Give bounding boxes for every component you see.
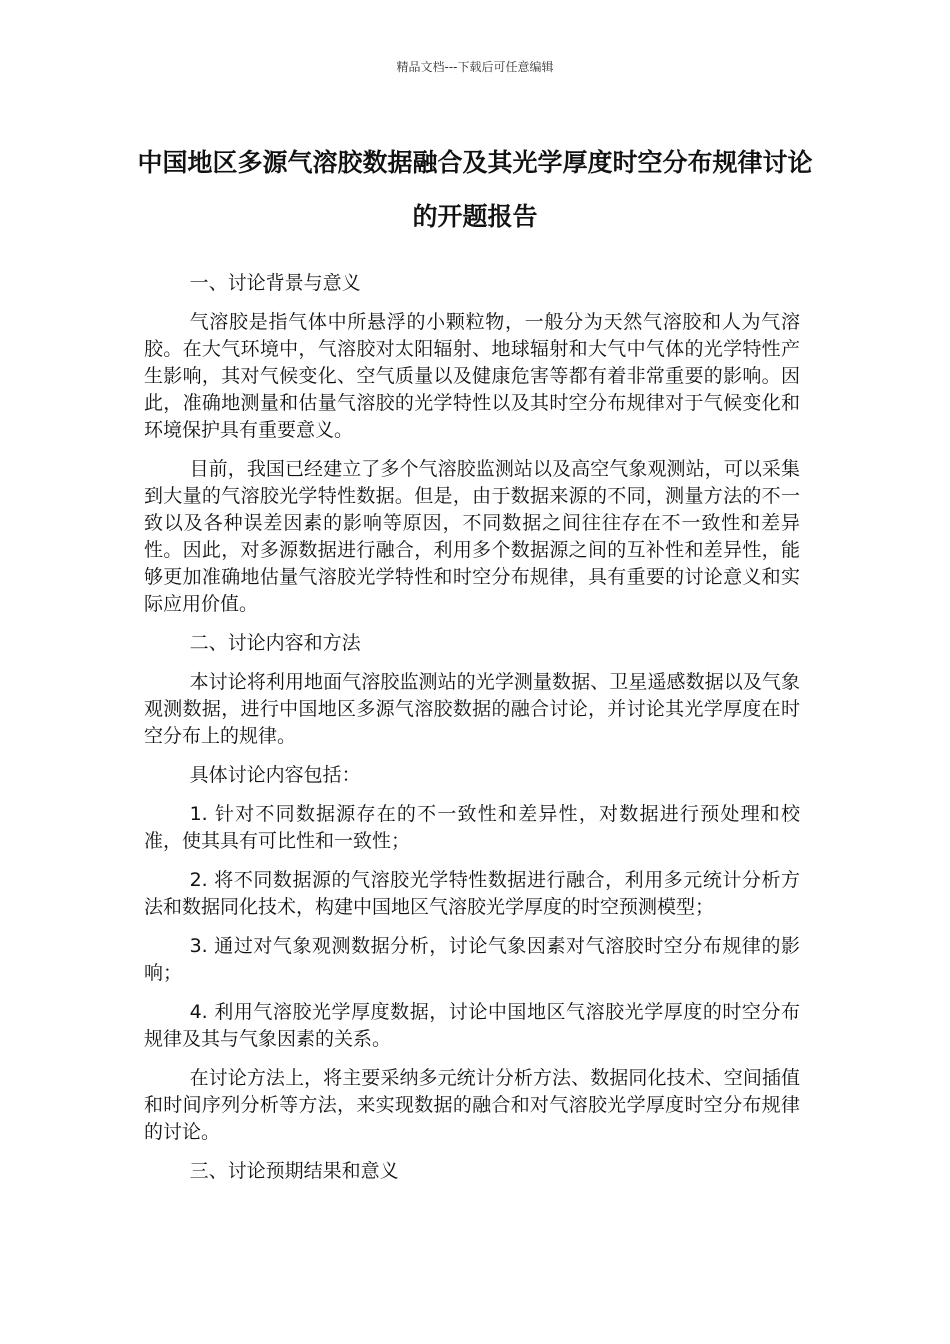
document-title: 中国地区多源气溶胶数据融合及其光学厚度时空分布规律讨论的开题报告 xyxy=(137,148,813,231)
list-item-2: 2. 将不同数据源的气溶胶光学特性数据进行融合，利用多元统计分析方法和数据同化技术，构建中国地区气溶胶光学厚度的时空预测模型； xyxy=(144,869,800,918)
paragraph-study-overview: 本讨论将利用地面气溶胶监测站的光学测量数据、卫星遥感数据以及气象观测数据，进行中国地区多源气溶胶数据的融合讨论，并讨论其光学厚度在时空分布上的规律。 xyxy=(144,671,800,747)
document-body xyxy=(144,270,800,1197)
list-item-3: 3. 通过对气象观测数据分析，讨论气象因素对气溶胶时空分布规律的影响； xyxy=(144,935,800,984)
section-heading-expected-results: 三、讨论预期结果和意义 xyxy=(189,1160,399,1182)
header-note: 精品文档---下载后可任意编辑 xyxy=(396,60,554,74)
section-heading-background: 一、讨论背景与意义 xyxy=(189,272,361,294)
paragraph-methods: 在讨论方法上，将主要采纳多元统计分析方法、数据同化技术、空间插值和时间序列分析等方法，来实现数据的融合和对气溶胶光学厚度时空分布规律的讨论。 xyxy=(144,1067,800,1143)
list-item-4: 4. 利用气溶胶光学厚度数据，讨论中国地区气溶胶光学厚度的时空分布规律及其与气象因素的关系。 xyxy=(144,1001,800,1050)
paragraph-current-status: 目前，我国已经建立了多个气溶胶监测站以及高空气象观测站，可以采集到大量的气溶胶光学特性数据。但是，由于数据来源的不同，测量方法的不一致以及各种误差因素的影响等原因，不同数据之间往往存在不一致性和差异性。因此，对多源数据进行融合，利用多个数据源之间的互补性和差异性，能够更加准确地估量气溶胶光学特性和时空分布规律，具有重要的讨论意义和实际应用价值。 xyxy=(144,458,800,615)
paragraph-content-intro: 具体讨论内容包括： xyxy=(189,764,361,786)
section-heading-content-methods: 二、讨论内容和方法 xyxy=(189,632,361,654)
list-item-1: 1. 针对不同数据源存在的不一致性和差异性，对数据进行预处理和校准，使其具有可比性和一致性； xyxy=(144,803,800,852)
paragraph-aerosol-definition: 气溶胶是指气体中所悬浮的小颗粒物，一般分为天然气溶胶和人为气溶胶。在大气环境中，气溶胶对太阳辐射、地球辐射和大气中气体的光学特性产生影响，其对气候变化、空气质量以及健康危害等都有着非常重要的影响。因此，准确地测量和估量气溶胶的光学特性以及其时空分布规律对于气候变化和环境保护具有重要意义。 xyxy=(144,311,800,441)
